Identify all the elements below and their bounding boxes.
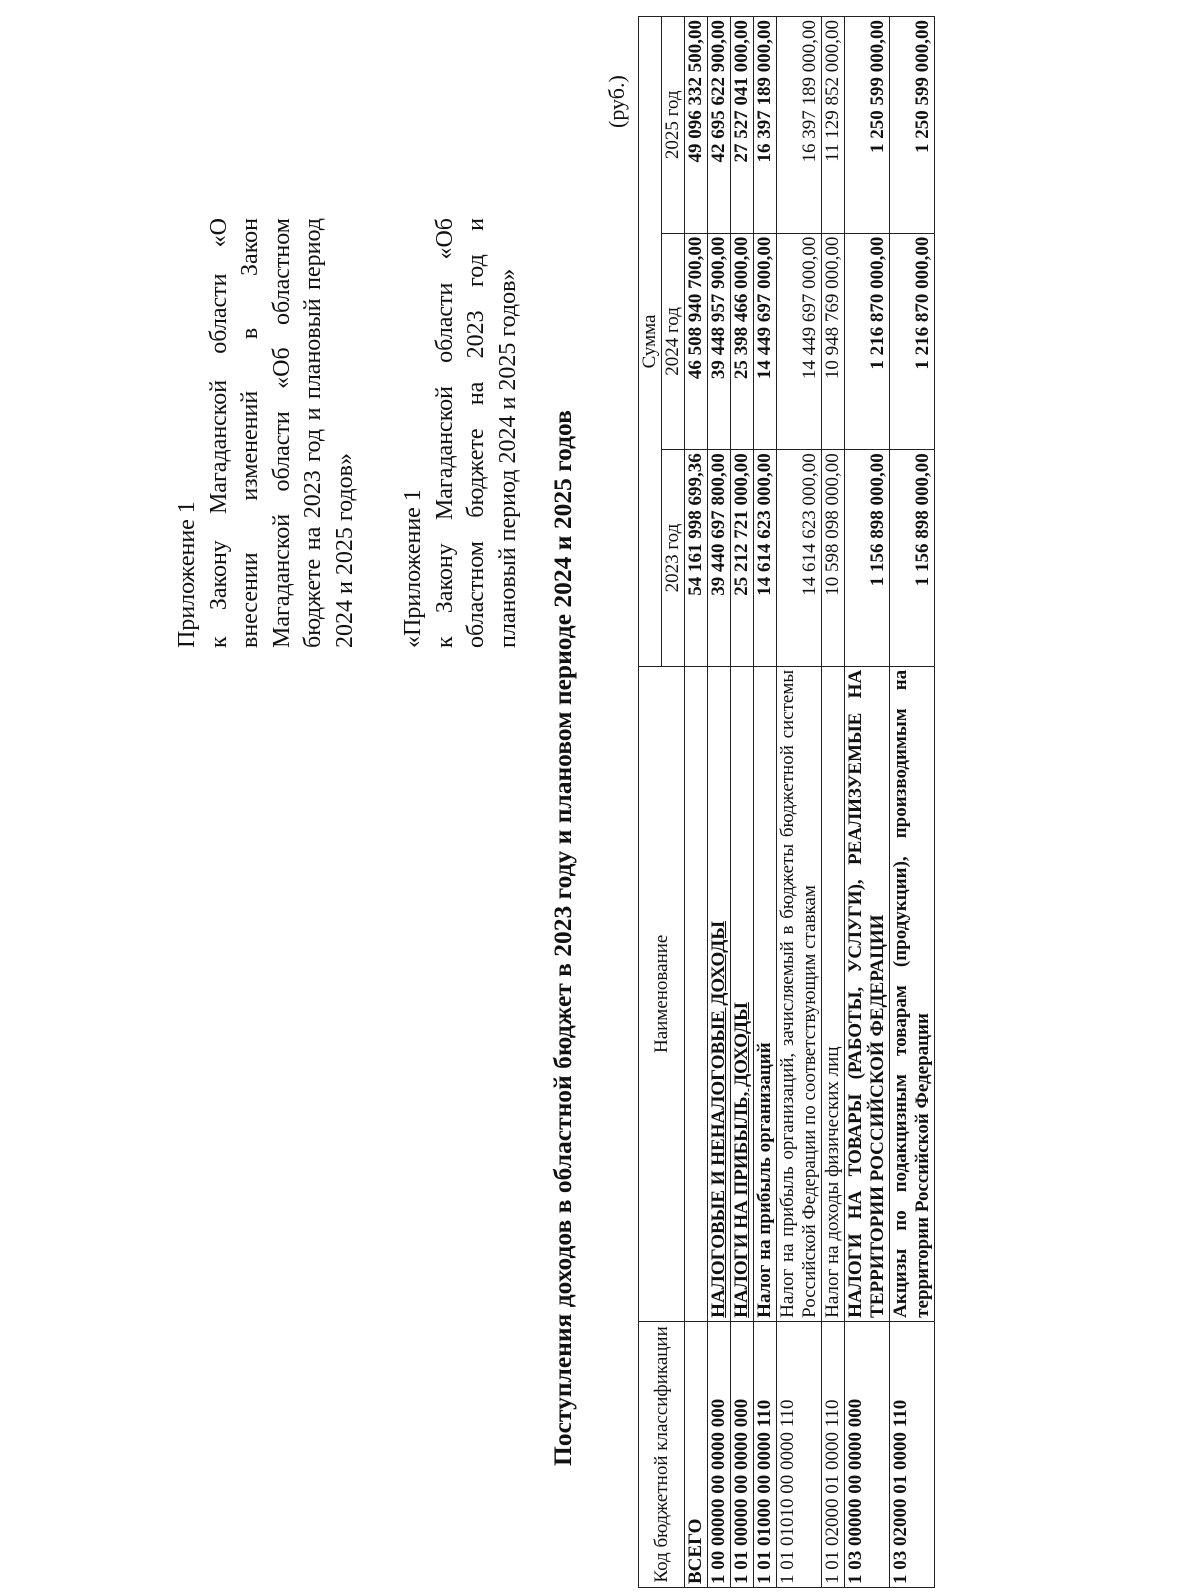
amount-2025-cell: 16 397 189 000,00 xyxy=(777,17,822,234)
annex-original-heading xyxy=(398,218,524,648)
amount-2024-cell: 46 508 940 700,00 xyxy=(685,233,708,450)
amount-2023-cell: 14 614 623 000,00 xyxy=(754,450,777,667)
amount-2023-cell: 1 156 898 000,00 xyxy=(845,450,890,667)
table-row xyxy=(754,17,777,1588)
name-cell: НАЛОГОВЫЕ И НЕНАЛОГОВЫЕ ДОХОДЫ xyxy=(708,666,731,1321)
amount-2025-cell: 27 527 041 000,00 xyxy=(731,17,754,234)
name-cell: НАЛОГИ НА ТОВАРЫ (РАБОТЫ, УСЛУГИ), РЕАЛИЗУЕМЫЕ НА ТЕРРИТОРИИ РОССИЙСКОЙ ФЕДЕРАЦИИ xyxy=(845,666,890,1321)
code-cell: 1 03 02000 01 0000 110 xyxy=(890,1321,935,1587)
document-title: Поступления доходов в областной бюджет в 2023 году и плановом периоде 2024 и 2025 годов xyxy=(548,410,577,1466)
header-year-2023: 2023 год xyxy=(662,450,685,667)
table-row xyxy=(731,17,754,1588)
table-header xyxy=(639,17,685,1588)
amount-2025-cell: 42 695 622 900,00 xyxy=(708,17,731,234)
amount-2023-cell: 39 440 697 800,00 xyxy=(708,450,731,667)
name-cell: НАЛОГИ НА ПРИБЫЛЬ, ДОХОДЫ xyxy=(731,666,754,1321)
amount-2025-cell: 11 129 852 000,00 xyxy=(822,17,845,234)
code-cell: ВСЕГО xyxy=(685,1321,708,1587)
amount-2024-cell: 39 448 957 900,00 xyxy=(708,233,731,450)
header-year-2025: 2025 год xyxy=(662,17,685,234)
name-cell: Налог на доходы физических лиц xyxy=(822,666,845,1321)
table-row xyxy=(890,17,935,1588)
table-row xyxy=(822,17,845,1588)
code-cell: 1 00 00000 00 0000 000 xyxy=(708,1321,731,1587)
amount-2024-cell: 25 398 466 000,00 xyxy=(731,233,754,450)
code-cell: 1 01 00000 00 0000 000 xyxy=(731,1321,754,1587)
annex-amendment-text: к Закону Магаданской области «О внесении изменений в Закон Магаданской области «Об областном бюджете на 2023 год и плановый период 2024 и 2025 годов» xyxy=(205,218,358,648)
table-row xyxy=(777,17,822,1588)
amount-2024-cell: 1 216 870 000,00 xyxy=(890,233,935,450)
amount-2023-cell: 10 598 098 000,00 xyxy=(822,450,845,667)
name-cell: Акцизы по подакцизным товарам (продукции), производимым на территории Российской Федерации xyxy=(890,666,935,1321)
annex-original-text: к Закону Магаданской области «Об областном бюджете на 2023 год и плановый период 2024 и 2025 годов» xyxy=(431,218,521,648)
annex-original-title: «Приложение 1 xyxy=(400,489,426,648)
revenue-table xyxy=(638,16,935,1588)
table-row xyxy=(845,17,890,1588)
table-row xyxy=(708,17,731,1588)
amount-2025-cell: 1 250 599 000,00 xyxy=(845,17,890,234)
code-cell: 1 01 01000 00 0000 110 xyxy=(754,1321,777,1587)
amount-2024-cell: 14 449 697 000,00 xyxy=(777,233,822,450)
amount-2023-cell: 14 614 623 000,00 xyxy=(777,450,822,667)
header-year-2024: 2024 год xyxy=(662,233,685,450)
name-cell xyxy=(685,666,708,1321)
amount-2023-cell: 25 212 721 000,00 xyxy=(731,450,754,667)
name-cell: Налог на прибыль организаций xyxy=(754,666,777,1321)
amount-2023-cell: 1 156 898 000,00 xyxy=(890,450,935,667)
amount-2024-cell: 14 449 697 000,00 xyxy=(754,233,777,450)
table-body xyxy=(685,17,935,1588)
amount-2025-cell: 49 096 332 500,00 xyxy=(685,17,708,234)
amount-2025-cell: 1 250 599 000,00 xyxy=(890,17,935,234)
header-name: Наименование xyxy=(639,666,685,1321)
annex-amendment-title: Приложение 1 xyxy=(174,501,200,648)
amount-2023-cell: 54 161 998 699,36 xyxy=(685,450,708,667)
header-sum: Сумма xyxy=(639,17,662,667)
code-cell: 1 03 00000 00 0000 000 xyxy=(845,1321,890,1587)
header-code: Код бюджетной классификации xyxy=(639,1321,685,1587)
amount-2025-cell: 16 397 189 000,00 xyxy=(754,17,777,234)
annex-amendment-heading xyxy=(172,218,361,648)
code-cell: 1 01 02000 01 0000 110 xyxy=(822,1321,845,1587)
table-row xyxy=(685,17,708,1588)
amount-2024-cell: 10 948 769 000,00 xyxy=(822,233,845,450)
amount-2024-cell: 1 216 870 000,00 xyxy=(845,233,890,450)
name-cell: Налог на прибыль организаций, зачисляемый в бюджеты бюджетной системы Российской Федерации по соответствующим ставкам xyxy=(777,666,822,1321)
unit-label: (руб.) xyxy=(604,75,629,128)
code-cell: 1 01 01010 00 0000 110 xyxy=(777,1321,822,1587)
